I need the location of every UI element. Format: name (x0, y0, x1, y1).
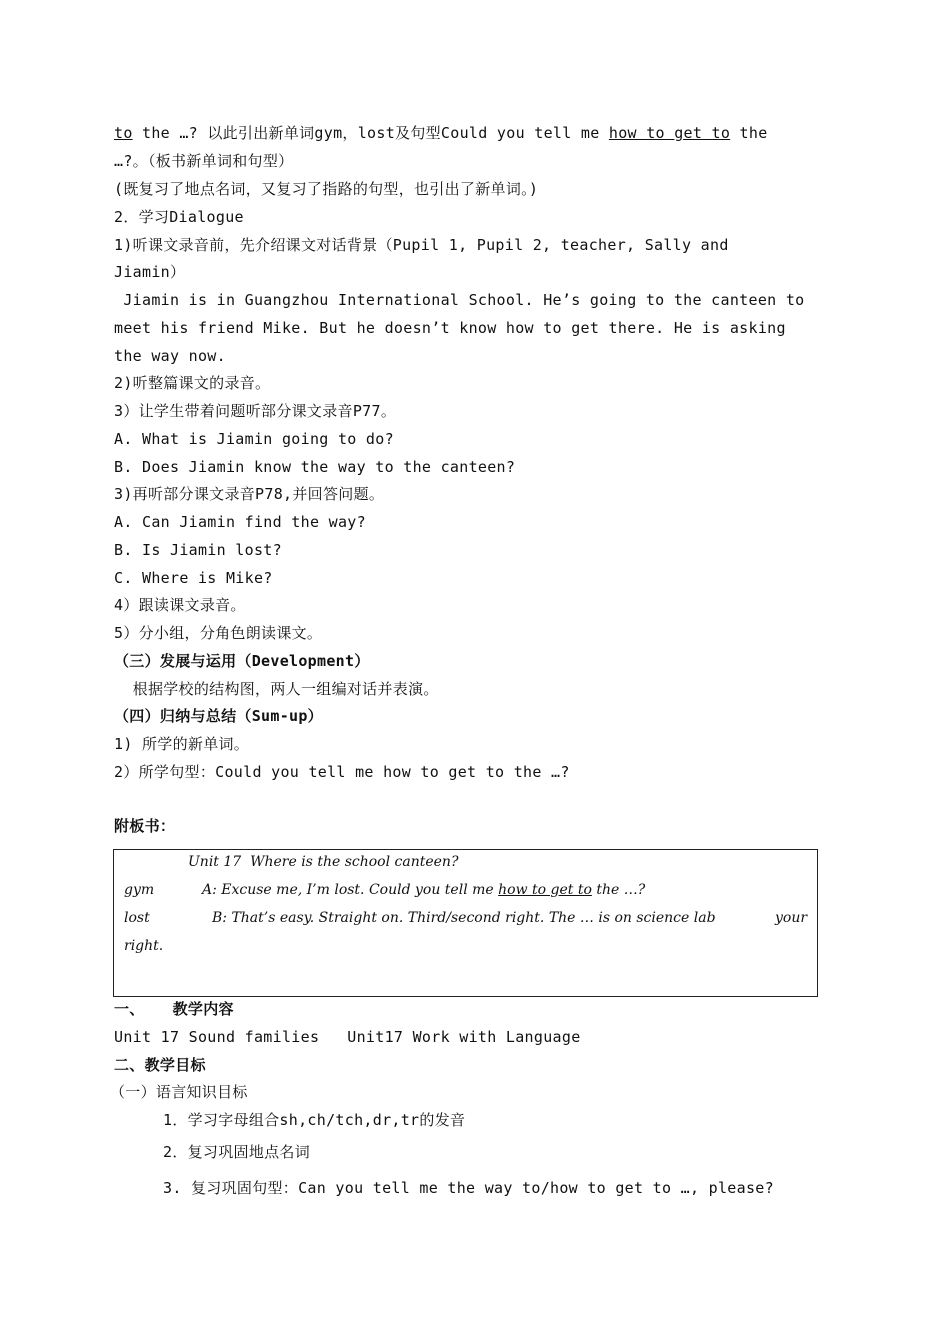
section-heading: （三）发展与运用（Development） (114, 652, 370, 670)
text-line: Jiamin） (114, 263, 186, 281)
text-line: 4）跟读课文录音。 (114, 596, 246, 614)
text-line: Unit 17 Sound families Unit17 Work with Language (114, 1028, 581, 1046)
board-line-c: right. (124, 938, 164, 954)
underlined-text: how to get to (498, 882, 592, 898)
text-line: B. Is Jiamin lost? (114, 541, 282, 559)
board-line-b-end: your (775, 910, 808, 926)
text-line: 3)再听部分课文录音P78,并回答问题。 (114, 485, 385, 503)
text-line: 1)听课文录音前，先介绍课文对话背景（Pupil 1, Pupil 2, teacher, Sally and (114, 236, 729, 254)
text-line: 1) 所学的新单词。 (114, 735, 250, 753)
board-line-a (202, 881, 645, 899)
section-heading: （四）归纳与总结（Sum-up） (114, 707, 323, 725)
text-span: the (730, 124, 768, 142)
text-line: the way now. (114, 347, 226, 365)
text-line: C. Where is Mike? (114, 569, 273, 587)
board-word-gym: gym (124, 882, 155, 898)
text-line: A. What is Jiamin going to do? (114, 430, 394, 448)
section-heading: 一、 教学内容 (114, 1000, 234, 1018)
text-line: meet his friend Mike. But he doesn’t know how to get there. He is asking (114, 319, 786, 337)
text-line: 2．学习Dialogue (114, 208, 244, 226)
text-line: A. Can Jiamin find the way? (114, 513, 366, 531)
text-line (114, 123, 768, 143)
blackboard-box (113, 849, 818, 997)
list-item: 2．复习巩固地点名词 (163, 1143, 311, 1161)
text-line: …?。（板书新单词和句型） (114, 152, 294, 170)
text-line: B. Does Jiamin know the way to the canteen? (114, 458, 516, 476)
text-line: 根据学校的结构图，两人一组编对话并表演。 (114, 680, 439, 698)
board-heading: 附板书： (114, 817, 176, 835)
board-title: Unit 17 Where is the school canteen? (188, 854, 459, 870)
text-line: 5）分小组，分角色朗读课文。 (114, 624, 323, 642)
list-item: 3. 复习巩固句型：Can you tell me the way to/how to get to …, please? (163, 1179, 774, 1197)
text-line: Jiamin is in Guangzhou International School. He’s going to the canteen to (114, 291, 805, 309)
text-span: A: Excuse me, I’m lost. Could you tell me (202, 882, 499, 898)
list-item: 1．学习字母组合sh,ch/tch,dr,tr的发音 (163, 1111, 466, 1129)
text-line: (既复习了地点名词，又复习了指路的句型，也引出了新单词。) (114, 180, 539, 198)
underlined-text: how to get to (608, 124, 731, 142)
board-line-b: B: That’s easy. Straight on. Third/second right. The … is on science lab (212, 910, 716, 926)
text-line: 2）所学句型：Could you tell me how to get to the …? (114, 763, 570, 781)
text-span: the …? (591, 882, 646, 898)
text-span: the …? 以此引出新单词gym，lost及句型Could you tell me (132, 124, 609, 142)
section-heading: 二、教学目标 (114, 1056, 206, 1074)
subsection-heading: （一）语言知识目标 (110, 1083, 248, 1101)
text-line: 3）让学生带着问题听部分课文录音P77。 (114, 402, 397, 420)
text-line: 2)听整篇课文的录音。 (114, 374, 271, 392)
underlined-text: to (114, 124, 133, 142)
board-word-lost: lost (124, 910, 150, 926)
